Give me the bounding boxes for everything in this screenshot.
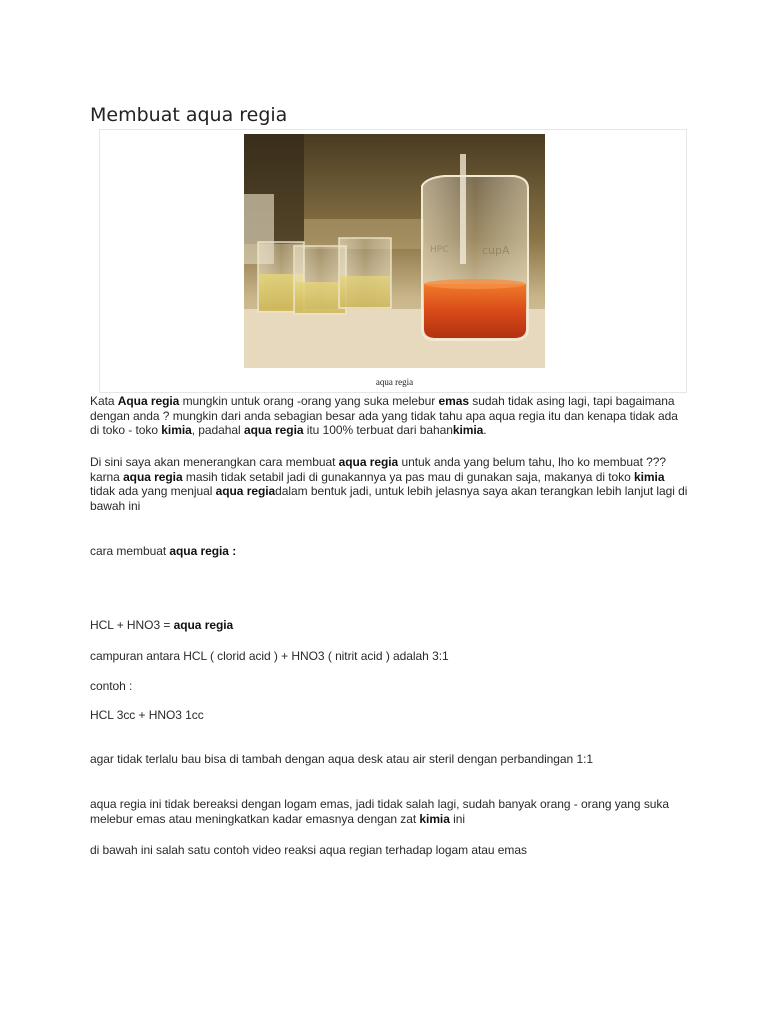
- text: masih tidak setabil jadi di gunakannya ya pas mau di gunakan saja, makanya di toko: [182, 469, 635, 484]
- page-title: Membuat aqua regia: [90, 104, 288, 126]
- svg-text:HPC: HPC: [430, 245, 449, 255]
- paragraph-explanation: [90, 455, 690, 513]
- bold-term: Aqua regia: [117, 394, 180, 408]
- text: ini: [449, 811, 465, 826]
- formula-line: [90, 618, 690, 633]
- text: aqua regia ini tidak bereaksi dengan logam emas, jadi tidak salah lagi, sudah banyak orang - orang yang suka melebur emas atau meningkatkan kadar emasnya dengan zat: [90, 797, 669, 826]
- text: cara membuat: [90, 544, 170, 558]
- text: HCL + HNO3 =: [90, 618, 174, 632]
- text: mungkin untuk orang -orang yang suka melebur: [179, 394, 439, 408]
- paragraph-example-label: contoh :: [90, 679, 133, 693]
- paragraph-ratio: campuran antara HCL ( clorid acid ) + HNO3 ( nitrit acid ) adalah 3:1: [90, 649, 449, 663]
- text: sudah tidak asing lagi, tapi bagaimana dengan anda ? mungkin dari anda sebagian besar ada yang tidak tahu apa aqua regia itu dan kenapa tidak ada di toko - toko: [90, 394, 678, 438]
- text: , padahal: [191, 423, 244, 438]
- bold-term: aqua regia: [215, 484, 276, 499]
- text: tidak ada yang menjual: [90, 484, 216, 499]
- paragraph-intro: [90, 394, 690, 438]
- figure-caption: aqua regia: [375, 377, 414, 387]
- aqua-regia-photo: [244, 134, 545, 368]
- svg-text:cupA: cupA: [482, 244, 510, 257]
- paragraph-video: di bawah ini salah satu contoh video reaksi aqua regian terhadap logam atau emas: [90, 843, 527, 857]
- text: Kata: [90, 394, 118, 408]
- bold-term: kimia: [452, 423, 484, 438]
- bold-term: emas: [438, 394, 469, 408]
- paragraph-example: HCL 3cc + HNO3 1cc: [90, 708, 204, 722]
- text: Di sini saya akan menerangkan cara membuat: [90, 455, 339, 469]
- bold-term: aqua regia :: [169, 544, 237, 558]
- paragraph-how-to: [90, 544, 690, 559]
- bold-term: aqua regia: [173, 618, 234, 632]
- bold-term: aqua regia: [123, 469, 183, 484]
- bold-term: kimia: [161, 423, 192, 438]
- bold-term: aqua regia: [338, 455, 399, 469]
- text: dalam bentuk jadi, untuk lebih jelasnya saya akan terangkan lebih lanjut lagi di bawah ini: [90, 484, 688, 513]
- bold-term: aqua regia: [243, 423, 304, 438]
- paragraph-gold: [90, 797, 690, 826]
- bold-term: kimia: [634, 469, 665, 484]
- text: itu 100% terbuat dari bahan: [303, 423, 453, 438]
- text: untuk anda yang belum tahu, lho ko membuat ???: [398, 455, 667, 469]
- text: karna: [90, 469, 124, 484]
- paragraph-dilution: agar tidak terlalu bau bisa di tambah dengan aqua desk atau air steril dengan perbandingan 1:1: [90, 752, 593, 766]
- text: .: [483, 423, 487, 438]
- bold-term: kimia: [419, 811, 450, 826]
